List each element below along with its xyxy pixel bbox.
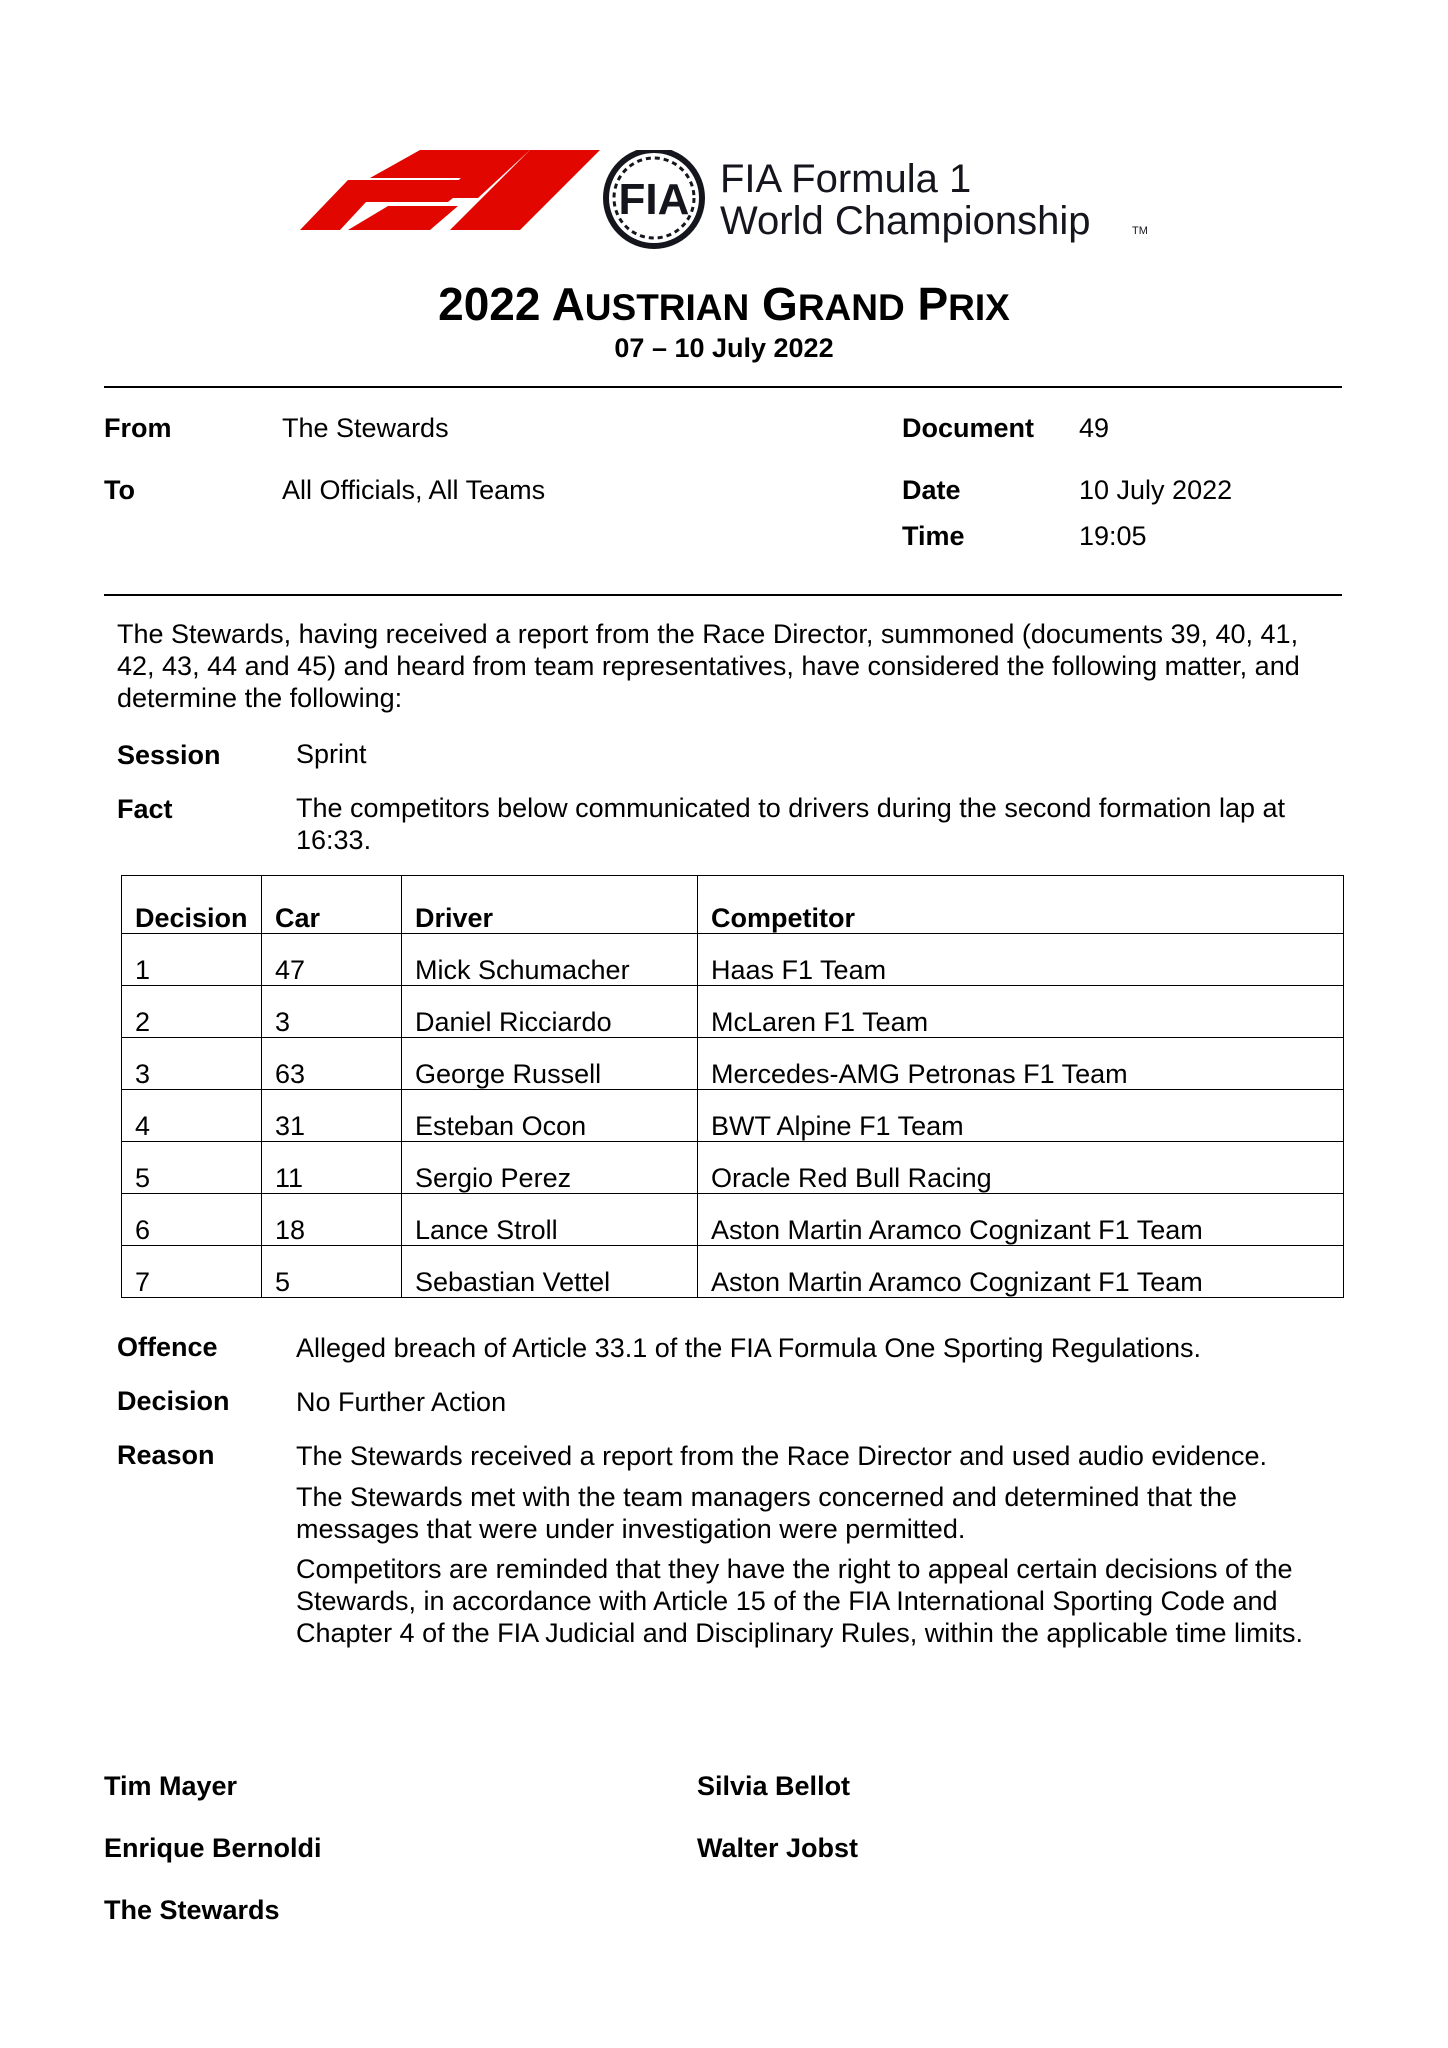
to-value: All Officials, All Teams: [282, 475, 546, 505]
date-label: Date: [902, 475, 961, 505]
car-cell: 5: [262, 1246, 402, 1298]
reason-paragraph-3: Competitors are reminded that they have the right to appeal certain decisions of the Stewards, in accordance with Article 15 of the FIA International Sporting Code and Chapter 4 of the FIA Judicial and Disciplinary Rules, within the applicable time limits.: [296, 1554, 1303, 1648]
decision-cell: 4: [122, 1090, 262, 1142]
fact-label: Fact: [117, 794, 173, 824]
competitor-cell: Haas F1 Team: [698, 934, 1344, 986]
f1-fia-logo: [300, 150, 1170, 250]
decision-label: Decision: [117, 1386, 230, 1416]
reason-label: Reason: [117, 1440, 215, 1470]
fact-value: The competitors below communicated to drivers during the second formation lap at 16:33.: [296, 793, 1285, 855]
driver-cell: Esteban Ocon: [402, 1090, 698, 1142]
offence-label: Offence: [117, 1332, 218, 1362]
driver-cell: Lance Stroll: [402, 1194, 698, 1246]
decision-cell: 2: [122, 986, 262, 1038]
car-cell: 18: [262, 1194, 402, 1246]
decision-cell: 7: [122, 1246, 262, 1298]
f1-logo-icon: [300, 150, 1170, 250]
table-row: [122, 1142, 1344, 1194]
event-dates: 07 – 10 July 2022: [614, 333, 834, 363]
decision-cell: 3: [122, 1038, 262, 1090]
divider-bottom: [104, 594, 1342, 596]
steward-name: Silvia Bellot: [697, 1771, 851, 1801]
document-number: 49: [1079, 413, 1110, 443]
reason-paragraph-2: The Stewards met with the team managers concerned and determined that the messages that were under investigation were permitted.: [296, 1482, 1238, 1544]
competitor-cell: Aston Martin Aramco Cognizant F1 Team: [698, 1194, 1344, 1246]
table-row: [122, 1090, 1344, 1142]
driver-cell: Sergio Perez: [402, 1142, 698, 1194]
session-value: Sprint: [296, 739, 367, 769]
table-row: [122, 986, 1344, 1038]
competitor-cell: Oracle Red Bull Racing: [698, 1142, 1344, 1194]
svg-text:TM: TM: [1132, 225, 1148, 237]
table-row: [122, 934, 1344, 986]
header-car: Car: [262, 876, 402, 934]
reason-paragraph-1: The Stewards received a report from the Race Director and used audio evidence.: [296, 1441, 1268, 1471]
driver-cell: Mick Schumacher: [402, 934, 698, 986]
competitor-cell: McLaren F1 Team: [698, 986, 1344, 1038]
svg-text:FIA: FIA: [618, 175, 690, 224]
decision-value: No Further Action: [296, 1387, 507, 1417]
date-value: 10 July 2022: [1079, 475, 1233, 505]
steward-name: Tim Mayer: [104, 1771, 238, 1801]
svg-text:FIA Formula 1: FIA Formula 1: [720, 157, 972, 201]
driver-cell: Sebastian Vettel: [402, 1246, 698, 1298]
car-cell: 11: [262, 1142, 402, 1194]
offence-value: Alleged breach of Article 33.1 of the FIA Formula One Sporting Regulations.: [296, 1333, 1202, 1363]
steward-name: Enrique Bernoldi: [104, 1833, 322, 1863]
car-cell: 63: [262, 1038, 402, 1090]
svg-text:World Championship: World Championship: [720, 199, 1091, 243]
time-value: 19:05: [1079, 521, 1147, 551]
decisions-table: [121, 875, 1344, 1298]
time-label: Time: [902, 521, 965, 551]
document-label: Document: [902, 413, 1035, 443]
driver-cell: George Russell: [402, 1038, 698, 1090]
competitor-cell: BWT Alpine F1 Team: [698, 1090, 1344, 1142]
car-cell: 47: [262, 934, 402, 986]
table-row: [122, 1194, 1344, 1246]
header-decision: Decision: [122, 876, 262, 934]
car-cell: 31: [262, 1090, 402, 1142]
driver-cell: Daniel Ricciardo: [402, 986, 698, 1038]
event-title: 2022 AUSTRIAN GRAND PRIX: [438, 278, 1010, 330]
from-label: From: [104, 413, 172, 443]
decision-cell: 1: [122, 934, 262, 986]
signature-caption: The Stewards: [104, 1895, 280, 1925]
steward-name: Walter Jobst: [697, 1833, 859, 1863]
table-row: [122, 1038, 1344, 1090]
competitor-cell: Mercedes-AMG Petronas F1 Team: [698, 1038, 1344, 1090]
car-cell: 3: [262, 986, 402, 1038]
competitor-cell: Aston Martin Aramco Cognizant F1 Team: [698, 1246, 1344, 1298]
from-value: The Stewards: [282, 413, 449, 443]
intro-paragraph: The Stewards, having received a report from the Race Director, summoned (documents 39, 40, 41, 42, 43, 44 and 45) and heard from team representatives, have considered the following matter, and determine the following:: [117, 619, 1300, 713]
header-driver: Driver: [402, 876, 698, 934]
to-label: To: [104, 475, 135, 505]
decision-cell: 6: [122, 1194, 262, 1246]
session-label: Session: [117, 740, 221, 770]
header-competitor: Competitor: [698, 876, 1344, 934]
table-row: [122, 1246, 1344, 1298]
table-header-row: [122, 876, 1344, 934]
divider-top: [104, 386, 1342, 388]
decision-cell: 5: [122, 1142, 262, 1194]
